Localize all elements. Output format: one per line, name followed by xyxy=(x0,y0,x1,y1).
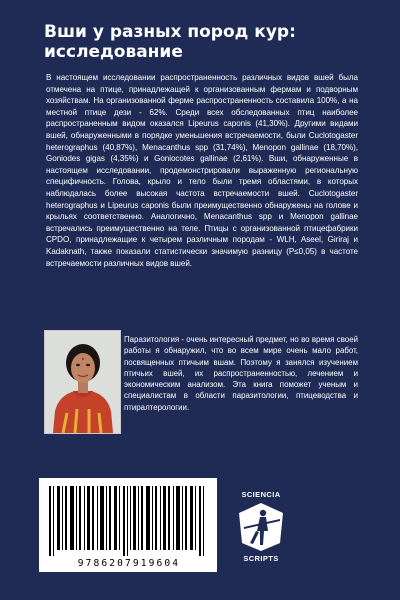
isbn-barcode xyxy=(39,478,217,572)
publisher-name-top: SCIENCIA xyxy=(241,490,281,499)
isbn-number: 9786207919604 xyxy=(77,558,181,569)
book-title: Вши у разных пород кур: исследование xyxy=(44,22,296,62)
publisher-logo xyxy=(226,488,296,566)
author-photo xyxy=(44,330,121,434)
author-bio: Паразитология - очень интересный предмет, но во время своей работы я обнаружил, что во всем мире очень мало работ, посвященных птичьим вшам. Поэтому я занялся изучением птичьих вшей, их распространенностью, лечением и экономическим анализом. Эта книга поможет ученым и специалистам в области паразитологии, птицеводства и птиралтерологии. xyxy=(124,335,358,412)
barcode-bars xyxy=(49,486,207,556)
publisher-name-bottom: SCRIPTS xyxy=(243,554,279,563)
book-abstract: В настоящем исследовании распространенность различных видов вшей была отмечена на птице, принадлежащей к организованным фермам и подворным хозяйствам. На организованной ферме распространенность составила 100%, а на местной птице дези - 62%. Среди всех обследованных птиц наиболее распространенным видом оказался Lipeurus caponis (41,30%). Другими видами вшей, обнаруженными в порядке уменьшения встречаемости, были Cuclotogaster heterographus (40,87%), Menacanthus spp (31,74%), Menopon gallinae (18,70%), Goniodes gigas (4,35%) и Goniocotes gallinae (2,61%). Вши, обнаруженные в настоящем исследовании, продемонстрировали выраженную региональную специфичность. Голова, крыло и тело были тремя областями, в которых наблюдалась более высокая частота встречаемости вшей. Cuclotogaster heterographus и Lipeurus caponis были преимущественно обнаружены на голове и крыльях соответственно. Аналогично, Menacanthus spp и Menopon gallinae встречались преимущественно на теле. Птицы с организованной птицефабрики CPDO, принадлежащие к четырем различным породам - WLH, Aseel, Giriraj и Kadaknath, также показали статистически значимую разницу (P≤0,05) в частоте встречаемости различных видов вшей. xyxy=(46,73,358,268)
publisher-emblem-icon xyxy=(236,501,286,553)
